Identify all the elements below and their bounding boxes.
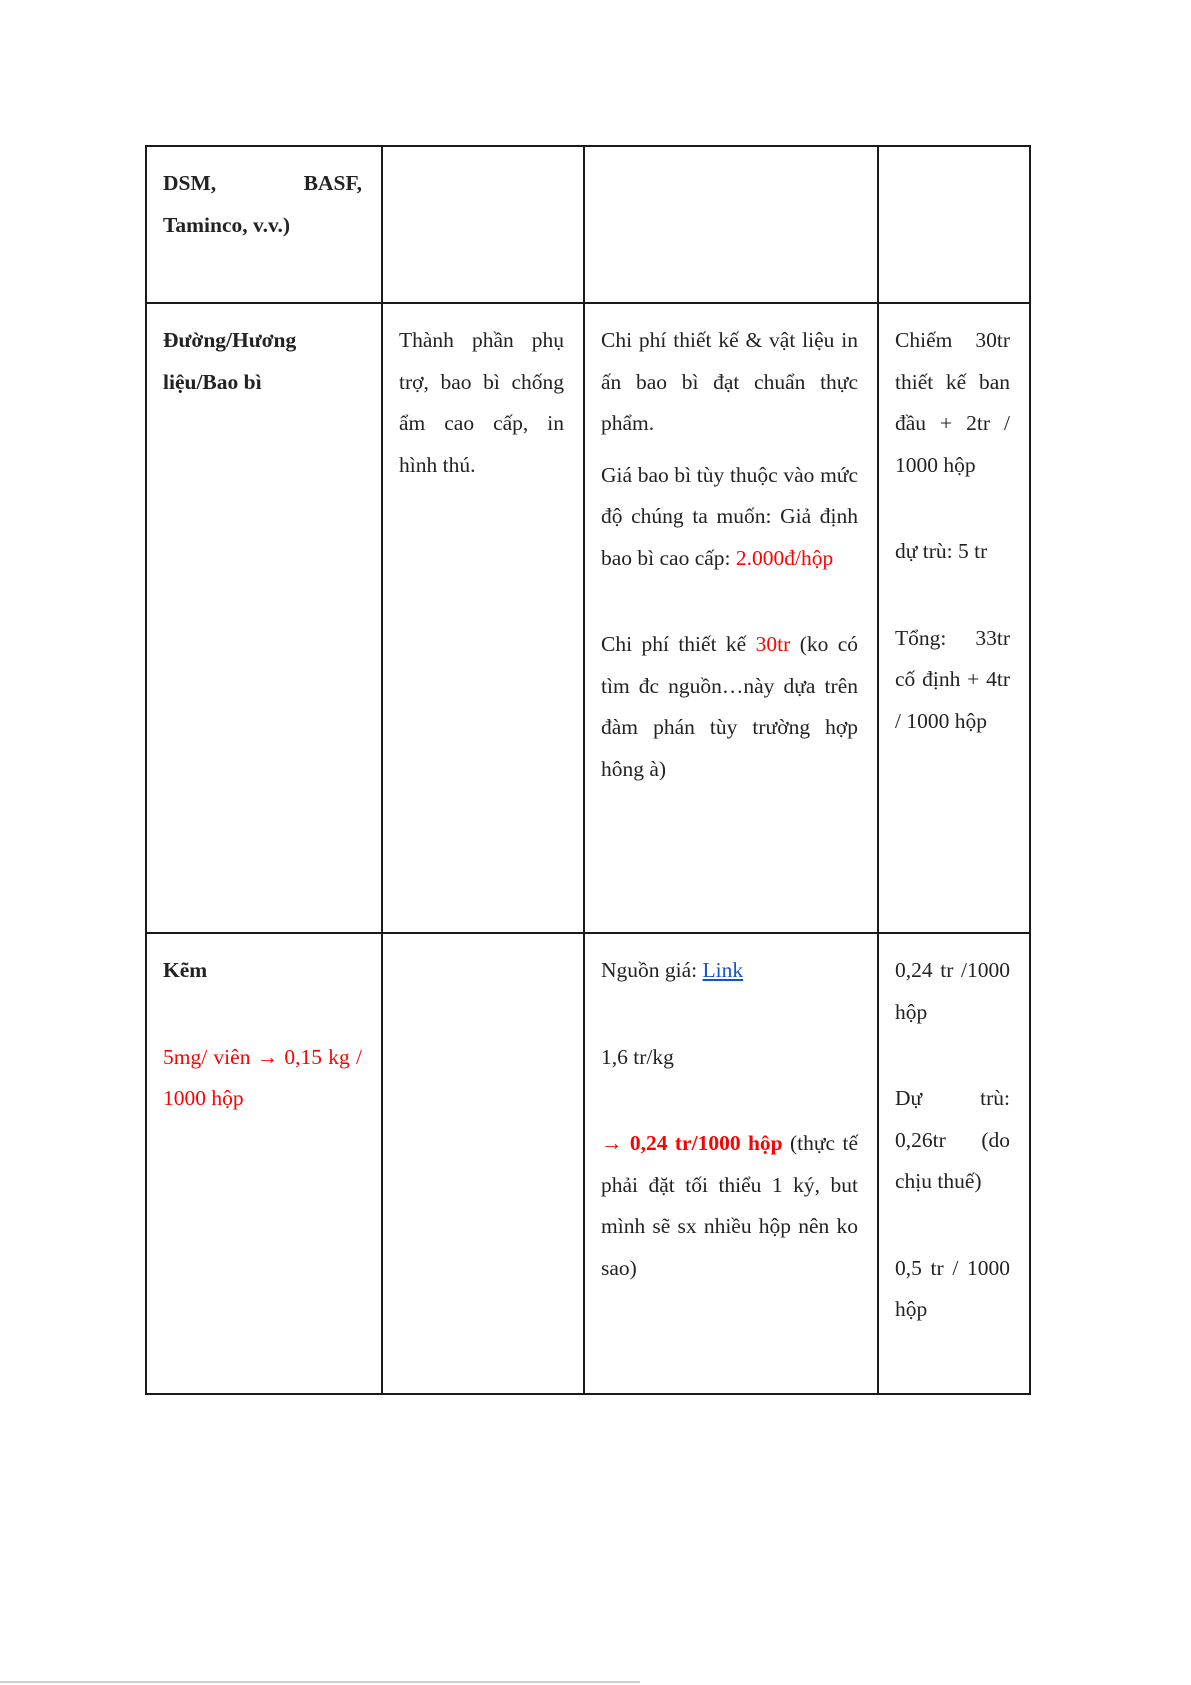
cell-item-name: [146, 303, 382, 933]
item-name-zinc: Kẽm: [163, 958, 208, 982]
price-source: Nguồn giá: Link: [601, 958, 744, 982]
supplier-line: [163, 163, 362, 205]
zinc-estimate: 0,24 tr /1000 hộp: [895, 958, 1010, 1024]
cost-note-packaging-price: Giá bao bì tùy thuộc vào mức độ chúng ta muốn: Giả định bao bì cao cấp: 2.000đ/hộp: [601, 462, 858, 570]
zinc-cost-note: → 0,24 tr/1000 hộp (thực tế phải đặt tối thiểu 1 ký, but mình sẽ sx nhiều hộp nên ko sao): [601, 1131, 858, 1280]
cell-description: [382, 303, 584, 933]
zinc-cost-value: → 0,24 tr/1000 hộp: [601, 1131, 783, 1155]
cell-empty: [584, 146, 878, 303]
zinc-total: 0,5 tr / 1000 hộp: [895, 1255, 1010, 1321]
estimate-share: Chiếm 30tr thiết kế ban đầu + 2tr / 1000 hộp: [895, 328, 1010, 477]
table-row: [146, 933, 1030, 1394]
cell-empty: [878, 146, 1030, 303]
table-row: [146, 303, 1030, 933]
supplier-taminco: Taminco, v.v.): [163, 212, 291, 237]
cell-empty: [382, 933, 584, 1394]
packaging-price-value: 2.000đ/hộp: [735, 545, 834, 570]
table-row: [146, 146, 1030, 303]
cell-cost-notes: [584, 303, 878, 933]
supplier-basf: BASF,: [303, 171, 362, 195]
estimate-reserve: dự trù: 5 tr: [895, 539, 988, 563]
cell-empty: [382, 146, 584, 303]
item-name-sugar-flavor-packaging: Đường/Hương liệu/Bao bì: [163, 328, 297, 394]
description-text: Thành phần phụ trợ, bao bì chống ẩm cao cấp, in hình thú.: [399, 328, 564, 477]
cell-cost-notes: [584, 933, 878, 1394]
page-divider: [0, 1681, 640, 1683]
zinc-reserve: Dự trù: 0,26tr (do chịu thuế): [895, 1086, 1010, 1193]
unit-price: 1,6 tr/kg: [601, 1044, 674, 1069]
estimate-total: Tổng: 33tr cố định + 4tr / 1000 hộp: [895, 625, 1010, 733]
zinc-dosage: 5mg/ viên → 0,15 kg / 1000 hộp: [163, 1044, 362, 1110]
cell-supplier-continued: [146, 146, 382, 303]
cost-table: [145, 145, 1031, 1395]
cell-item-name: [146, 933, 382, 1394]
design-fee-value: 30tr: [755, 632, 791, 656]
cell-estimate: [878, 933, 1030, 1394]
cost-note-design-fee: Chi phí thiết kế 30tr (ko có tìm đc nguồn…này dựa trên đàm phán tùy trường hợp hông à): [601, 632, 859, 781]
cell-estimate: [878, 303, 1030, 933]
cost-note-design-materials: Chi phí thiết kế & vật liệu in ấn bao bì đạt chuẩn thực phẩm.: [601, 328, 858, 435]
supplier-dsm: DSM,: [163, 171, 217, 195]
price-source-link[interactable]: Link: [702, 958, 744, 982]
